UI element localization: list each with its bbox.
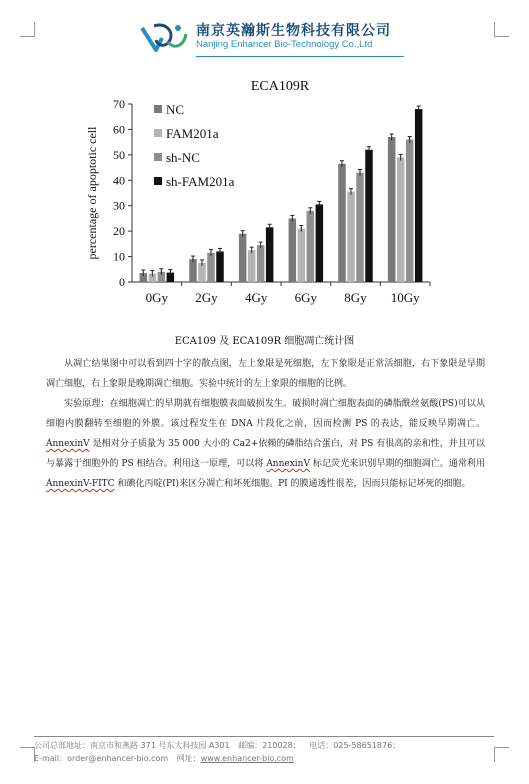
legend-label-sh-nc: sh-NC [166, 150, 200, 165]
principle-text-c: 标记荧光来识别早期的细胞凋亡。通常利用 [309, 459, 485, 469]
bar-fam201a-4gy [248, 250, 256, 282]
bar-sh-nc-2gy [207, 253, 215, 282]
header-divider [196, 56, 404, 57]
company-name-en: Nanjing Enhancer Bio-Technology Co.,Ltd [196, 39, 373, 50]
principle-text-b: 是相对分子质量为 35 000 大小的 Ca2+依赖的磷脂结合蛋白，对 PS 有很高的亲和性，并且可以与暴露于细胞外的 PS 相结合。利用这一原理，可以将 [46, 439, 485, 469]
paragraph-principle [46, 394, 485, 494]
y-tick-label: 50 [113, 147, 125, 162]
bar-sh-nc-10gy [406, 140, 414, 282]
crop-mark-bottom-right [494, 747, 509, 762]
annexin-term: AnnexinV [46, 439, 90, 449]
bar-nc-10gy [388, 137, 396, 282]
annexin-fitc-term: AnnexinV-FITC [46, 479, 115, 489]
y-tick-label: 10 [113, 249, 125, 264]
y-axis-label: percentage of apoptotic cell [85, 126, 99, 260]
website-link[interactable]: www.enhancer-bio.com [200, 754, 294, 763]
legend-label-nc: NC [166, 102, 185, 117]
x-tick-label: 0Gy [145, 290, 169, 305]
principle-text-d: 和碘化丙啶(PI)来区分凋亡和坏死细胞。PI 的膜通透性很差，因而只能标记坏死的细胞。 [114, 479, 471, 489]
email-link[interactable]: order@enhancer-bio.com [67, 754, 169, 763]
bar-sh-nc-4gy [257, 245, 265, 282]
bar-nc-2gy [189, 259, 197, 282]
y-tick-label: 60 [113, 122, 125, 137]
x-tick-label: 8Gy [344, 290, 367, 305]
legend-swatch-nc [154, 105, 162, 113]
zip-label: 邮编： [238, 741, 263, 750]
y-tick-label: 40 [113, 173, 125, 188]
legend-label-sh-fam201a: sh-FAM201a [166, 174, 235, 189]
bar-sh-nc-8gy [356, 173, 364, 282]
x-tick-label: 6Gy [294, 290, 318, 305]
body-text [46, 354, 485, 494]
bar-fam201a-10gy [397, 157, 405, 282]
bar-fam201a-8gy [347, 192, 355, 282]
bar-fam201a-6gy [298, 229, 306, 282]
email-label: E-mail： [34, 754, 68, 763]
bar-sh-nc-6gy [307, 211, 315, 282]
legend-label-fam201a: FAM201a [166, 126, 219, 141]
chart-title: ECA109R [250, 79, 310, 94]
footer-address-line [34, 739, 494, 752]
page-footer [34, 736, 494, 765]
crop-mark-bottom-left [20, 747, 35, 762]
bar-sh-fam201a-2gy [216, 251, 224, 282]
phone-label: 电话： [309, 741, 334, 750]
bar-sh-fam201a-8gy [365, 150, 373, 282]
x-tick-label: 4Gy [244, 290, 268, 305]
legend-swatch-fam201a [154, 129, 162, 137]
y-tick-label: 20 [113, 224, 125, 239]
footer-divider [34, 736, 494, 737]
company-name-cn: 南京英瀚斯生物科技有限公司 [196, 23, 391, 39]
legend-swatch-sh-nc [154, 153, 162, 161]
phone-value: 025-58651876； [333, 741, 401, 750]
figure-caption: ECA109 及 ECA109R 细胞凋亡统计图 [174, 336, 355, 347]
annexin-term: AnnexinV [266, 459, 310, 469]
enhancer-logo-icon [140, 20, 188, 54]
apoptosis-bar-chart [84, 70, 444, 320]
web-label: 网址： [176, 754, 201, 763]
principle-text-a: 实验原理：在细胞凋亡的早期就有细胞膜表面破损发生。破损时凋亡细胞表面的磷脂酰丝氨酸(PS)可以从细胞内膜翻转至细胞的外膜。该过程发生在 DNA 片段化之前，因而检测 PS 的表达，能反映早期凋亡。 [46, 399, 485, 429]
legend-swatch-sh-fam201a [154, 177, 162, 185]
address-value: 南京市和燕路 371 号东大科技园 A301 [90, 741, 230, 750]
footer-contact-line [34, 752, 494, 765]
bar-nc-4gy [239, 234, 247, 282]
bar-nc-8gy [338, 164, 346, 282]
bar-sh-fam201a-4gy [266, 227, 274, 282]
y-tick-label: 0 [119, 275, 125, 289]
y-tick-label: 30 [113, 198, 125, 213]
paragraph-results: 从凋亡结果图中可以看到四十字的散点图，左上象限是死细胞，左下象限是正常活细胞，右下象限是早期凋亡细胞，右上象限是晚期凋亡细胞。实验中统计的左上象限的细胞的比例。 [46, 359, 485, 389]
y-tick-label: 70 [113, 97, 125, 111]
zip-value: 210028； [262, 741, 301, 750]
x-tick-label: 2Gy [195, 290, 218, 305]
bar-sh-fam201a-6gy [316, 204, 324, 282]
address-label: 公司总部地址： [34, 741, 90, 750]
bar-nc-6gy [289, 218, 297, 282]
bar-sh-fam201a-10gy [415, 109, 423, 282]
page-header [0, 0, 529, 60]
x-tick-label: 10Gy [390, 290, 420, 305]
